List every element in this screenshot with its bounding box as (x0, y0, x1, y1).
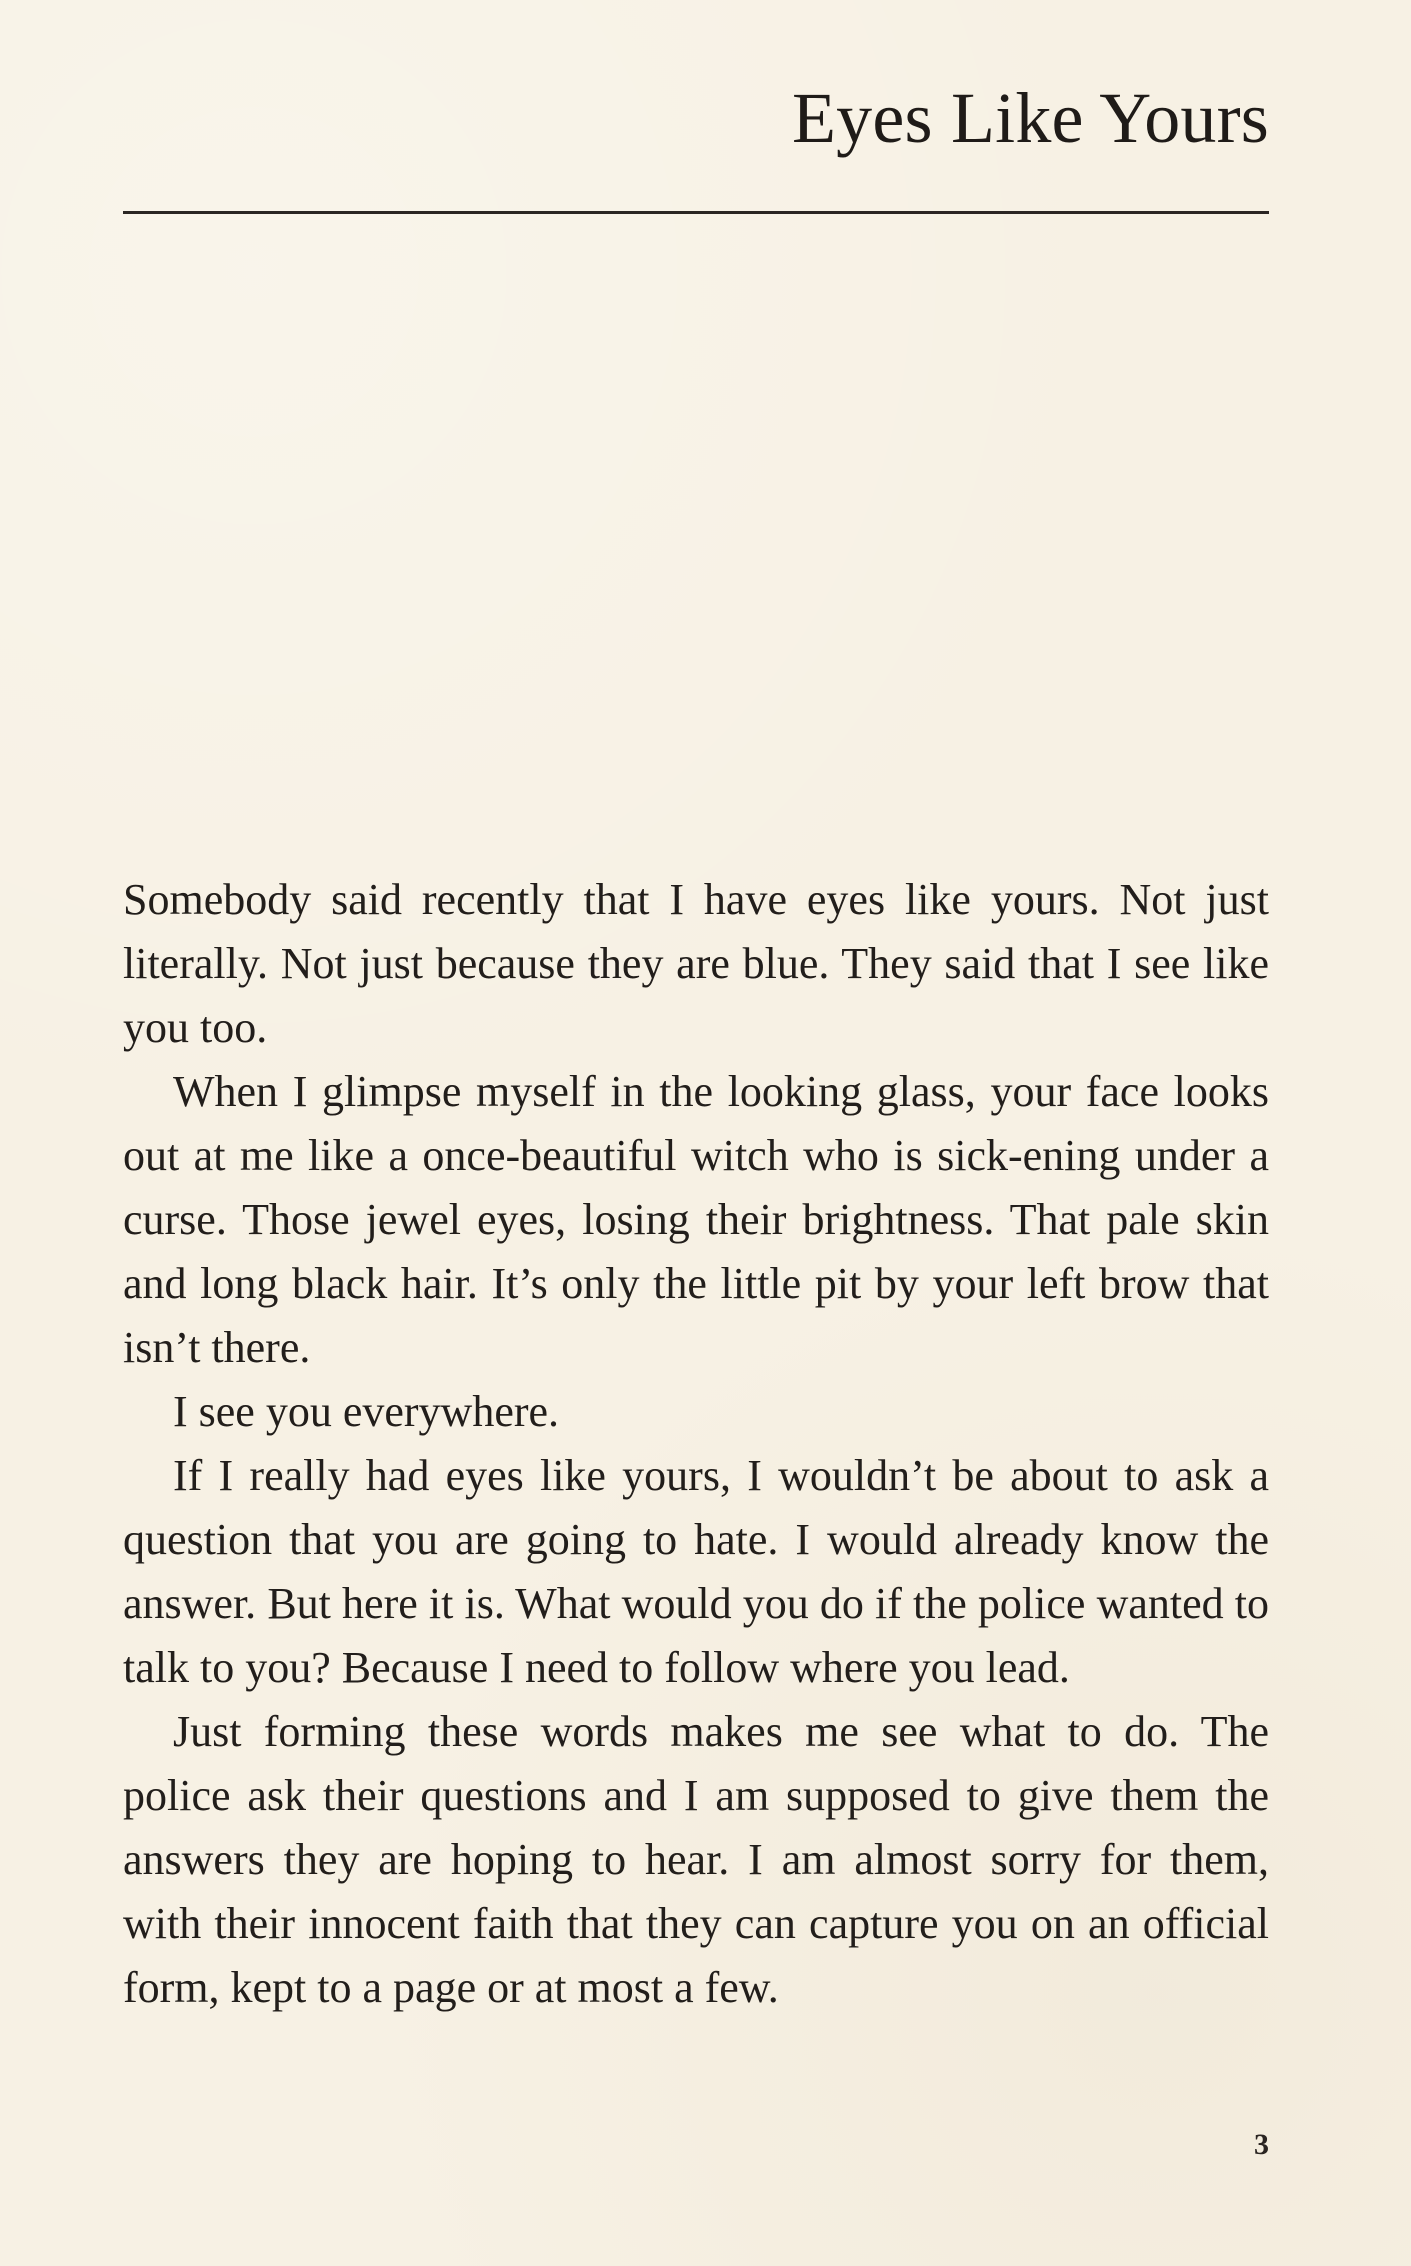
body-text (123, 868, 1269, 2020)
paragraph: Just forming these words makes me see what to do. The police ask their questions and I am supposed to give them the answers they are hoping to hear. I am almost sorry for them, with their innocent faith that they can capture you on an official form, kept to a page or at most a few. (123, 1707, 1269, 2012)
chapter-title: Eyes Like Yours (791, 78, 1269, 158)
paragraph: I see you everywhere. (173, 1387, 560, 1436)
title-divider (123, 211, 1269, 214)
paragraph: When I glimpse myself in the looking glass, your face looks out at me like a once-beautiful witch who is sick-ening under a curse. Those jewel eyes, losing their brightness. That pale skin and long black hair. It’s only the little pit by your left brow that isn’t there. (123, 1067, 1269, 1372)
page-number: 3 (1254, 2128, 1269, 2161)
paragraph: If I really had eyes like yours, I wouldn’t be about to ask a question that you are going to hate. I would already know the answer. But here it is. What would you do if the police wanted to talk to you? Because I need to follow where you lead. (123, 1451, 1269, 1692)
paragraph: Somebody said recently that I have eyes like yours. Not just literally. Not just because they are blue. They said that I see like you too. (123, 875, 1269, 1052)
